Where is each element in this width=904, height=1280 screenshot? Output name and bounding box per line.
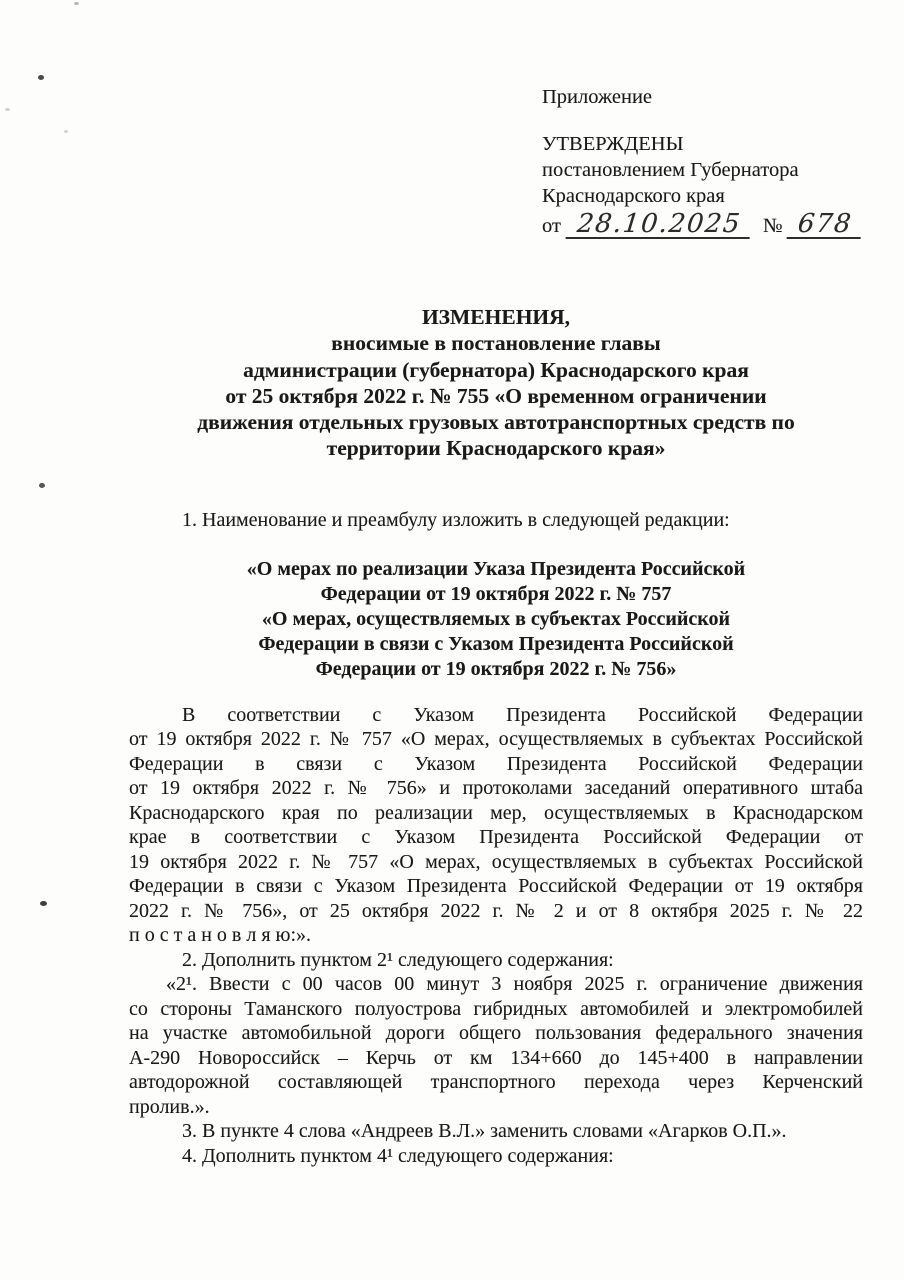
title-line: вносимые в постановление главы [331, 331, 661, 356]
body-line: пролив.». [129, 1095, 210, 1118]
date-prefix-label: от [542, 215, 561, 237]
quote-line: Федерации от 19 октября 2022 г. № 757 [320, 582, 672, 605]
approval-block [542, 84, 864, 239]
body-line: автодорожной составляющей транспортного перехода через Керченский [129, 1071, 863, 1093]
quote-line: «О мерах, осуществляемых в субъектах Российской [261, 607, 731, 630]
number-sign-label: № [762, 215, 783, 237]
approval-date-row [542, 211, 864, 239]
title-line: администрации (губернатора) Краснодарского края [243, 357, 749, 382]
body-line: на участке автомобильной дороги общего пользования федерального значения [129, 1022, 863, 1044]
scan-speck [64, 130, 68, 133]
document-title [129, 304, 863, 462]
scan-speck [40, 901, 47, 906]
annex-label: Приложение [542, 86, 653, 108]
approved-by-line: постановлением Губернатора [542, 159, 799, 181]
item-3-line: 3. В пункте 4 слова «Андреев В.Л.» заменить словами «Агарков О.П.». [182, 1120, 787, 1142]
approval-org-line: Краснодарского края [542, 185, 725, 207]
body-line: крае в соответствии с Указом Президента Российской Федерации от [129, 826, 863, 848]
body-line: со стороны Таманского полуострова гибридных автомобилей и электромобилей [129, 997, 863, 1020]
scan-speck [74, 2, 79, 5]
body-line: 2022 г. № 756», от 25 октября 2022 г. № 2 и от 8 октября 2025 г. № 22 [129, 899, 863, 922]
title-line: территории Краснодарского края» [326, 436, 666, 461]
body-line: А-290 Новороссийск – Керчь от км 134+660 до 145+400 в направлении [129, 1046, 863, 1069]
scan-speck [5, 108, 10, 111]
title-line: движения отдельных грузовых автотранспортных средств по [197, 410, 795, 435]
body-line: В соответствии с Указом Президента Российской Федерации [182, 703, 863, 726]
title-line: от 25 октября 2022 г. № 755 «О временном ограничении [225, 383, 767, 408]
item-2-line: 2. Дополнить пунктом 2¹ следующего содержания: [182, 948, 614, 971]
body-line: п о с т а н о в л я ю:». [129, 924, 312, 946]
quote-line: «О мерах по реализации Указа Президента Российской [246, 557, 746, 580]
body-line: от 19 октября 2022 г. № 757 «О мерах, осуществляемых в субъектах Российской [129, 728, 863, 750]
item-1-line: 1. Наименование и преамбулу изложить в следующей редакции: [182, 509, 730, 531]
body-line: Федерации в связи с Указом Президента Российской Федерации от 19 октября [129, 875, 863, 897]
body-line: «2¹. Ввести с 00 часов 00 минут 3 ноября 2025 г. ограничение движения [166, 973, 863, 995]
approved-label: УТВЕРЖДЕНЫ [542, 133, 684, 155]
item-4-line: 4. Дополнить пунктом 4¹ следующего содержания: [182, 1144, 614, 1167]
title-line: ИЗМЕНЕНИЯ, [421, 305, 571, 329]
body-line: от 19 октября 2022 г. № 756» и протоколами заседаний оперативного штаба [129, 777, 863, 799]
quote-line: Федерации от 19 октября 2022 г. № 756» [315, 657, 677, 680]
paragraph-1 [129, 703, 863, 1169]
body-line: Краснодарского края по реализации мер, осуществляемых в Краснодарском [129, 801, 863, 824]
body-line: Федерации в связи с Указом Президента Российской Федерации [129, 752, 863, 775]
document-body [129, 508, 863, 1168]
quote-block [129, 557, 863, 682]
body-line: 19 октября 2022 г. № 757 «О мерах, осуществляемых в субъектах Российской [129, 850, 863, 873]
handwritten-number: 678 [786, 211, 863, 239]
scan-speck [38, 75, 44, 80]
quote-line: Федерации в связи с Указом Президента Российской [258, 632, 734, 655]
handwritten-date: 28.10.2025 [565, 211, 752, 239]
scan-speck [39, 483, 45, 488]
